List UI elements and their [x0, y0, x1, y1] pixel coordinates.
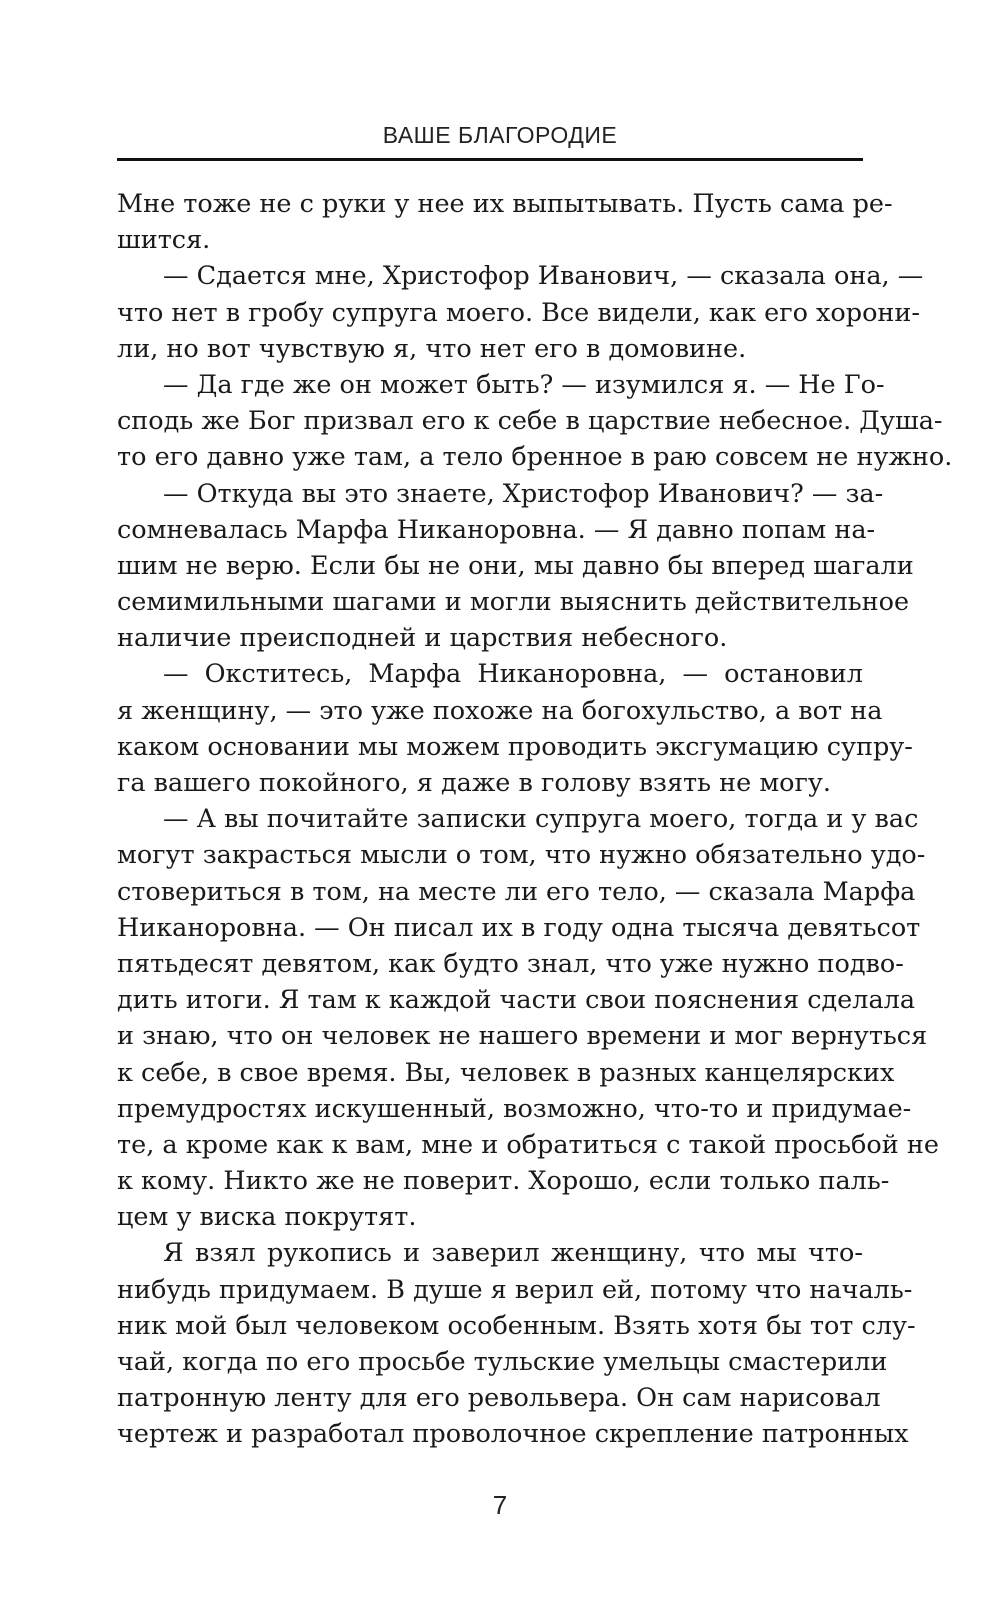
text-line: Мне тоже не с руки у нее их выпытывать. Пусть сама ре-	[117, 189, 893, 219]
text-line: чай, когда по его просьбе тульские умельцы смастерили	[117, 1347, 888, 1377]
text-line: — Откуда вы это знаете, Христофор Иванович? — за-	[163, 478, 884, 509]
text-line: те, а кроме как к вам, мне и обратиться с такой просьбой не	[117, 1129, 939, 1160]
text-line: к себе, в свое время. Вы, человек в разных канцелярских	[117, 1057, 895, 1088]
text-line: Я взял рукопись и заверил женщину, что мы что-	[163, 1238, 863, 1269]
text-line: — А вы почитайте записки супруга моего, тогда и у вас	[163, 804, 919, 835]
text-line: я женщину, — это уже похоже на богохульство, а вот на	[117, 695, 883, 726]
text-line: что нет в гробу супруга моего. Все видели, как его хорони-	[117, 297, 921, 328]
text-line: шим не верю. Если бы не они, мы давно бы вперед шагали	[117, 550, 914, 581]
text-line: сомневалась Марфа Никаноровна. — Я давно попам на-	[117, 514, 876, 545]
text-line: стовериться в том, на месте ли его тело, — сказала Марфа	[117, 876, 916, 907]
text-line: сподь же Бог призвал его к себе в царствие небесное. Душа-	[117, 406, 943, 437]
text-line: могут закрасться мысли о том, что нужно обязательно удо-	[117, 840, 926, 871]
header-divider	[117, 158, 863, 161]
text-line: шится.	[117, 225, 211, 256]
text-line: цем у виска покрутят.	[117, 1202, 417, 1233]
text-line: ник мой был человеком особенным. Взять хотя бы тот слу-	[117, 1310, 916, 1341]
text-line: пятьдесят девятом, как будто знал, что уже нужно подво-	[117, 948, 904, 979]
text-line: наличие преисподней и царствия небесного.	[117, 623, 728, 654]
text-line: ли, но вот чувствую я, что нет его в домовине.	[117, 333, 747, 364]
running-header-title: ВАШЕ БЛАГОРОДИЕ	[382, 122, 618, 148]
text-line: чертеж и разработал проволочное скрепление патронных	[117, 1419, 909, 1450]
text-line: — Окститесь, Марфа Никаноровна, — остановил	[163, 659, 863, 690]
text-line: — Да где же он может быть? — изумился я. — Не Го-	[163, 369, 885, 400]
text-line: то его давно уже там, а тело бренное в раю совсем не нужно.	[117, 442, 953, 473]
text-line: Никаноровна. — Он писал их в году одна тысяча девятьсот	[117, 912, 921, 943]
text-line: — Сдается мне, Христофор Иванович, — сказала она, —	[163, 261, 924, 292]
text-line: к кому. Никто же не поверит. Хорошо, если только паль-	[117, 1166, 890, 1197]
text-line: дить итоги. Я там к каждой части свои пояснения сделала	[117, 985, 916, 1016]
text-line: га вашего покойного, я даже в голову взять не могу.	[117, 768, 831, 798]
text-line: и знаю, что он человек не нашего времени и мог вернуться	[117, 1021, 928, 1052]
text-line: премудростях искушенный, возможно, что-то и придумае-	[117, 1093, 912, 1124]
text-line: нибудь придумаем. В душе я верил ей, потому что началь-	[117, 1274, 913, 1305]
text-line: каком основании мы можем проводить эксгумацию супру-	[117, 731, 913, 762]
page-number: 7	[492, 1490, 508, 1520]
text-line: семимильными шагами и могли выяснить действительное	[117, 587, 910, 618]
body-text	[117, 186, 953, 1453]
text-line: патронную ленту для его револьвера. Он сам нарисовал	[117, 1383, 881, 1414]
